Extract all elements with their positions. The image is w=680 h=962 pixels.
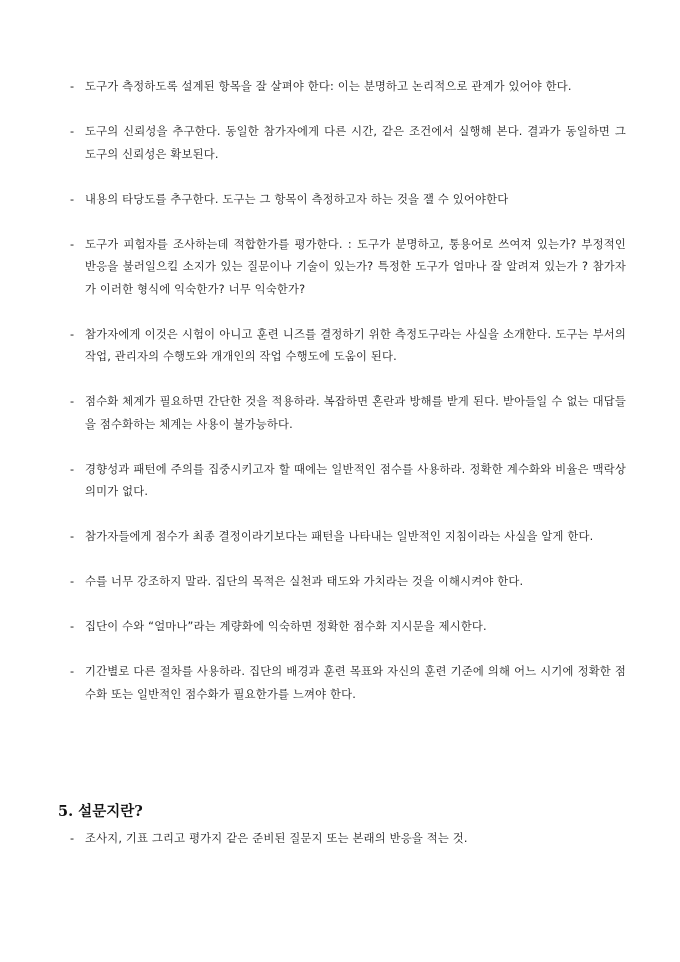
bullet-item-3 [70,189,626,212]
bullet-dash: - [70,462,75,476]
bullet-item-6 [70,391,626,436]
bullet-text: 도구의 신뢰성을 추구한다. 동일한 참가자에게 다른 시간, 같은 조건에서 실행해 본다. 결과가 동일하면 그 도구의 신뢰성은 확보된다. [85,125,626,161]
bullet-dash: - [70,575,75,588]
section-body-text: 조사지, 기표 그리고 평가지 같은 준비된 질문지 또는 본래의 반응을 적는 것. [85,832,468,845]
bullet-text: 집단이 수와 “얼마나”라는 계량화에 익숙하면 정확한 점수화 지시문을 제시한다. [85,620,487,633]
bullet-dash: - [70,530,75,543]
bullet-item-9 [70,571,626,594]
bullet-item-10 [70,616,626,639]
bullet-list [70,76,626,729]
bullet-dash: - [70,665,75,678]
bullet-text: 도구가 측정하도록 설계된 항목을 잘 살펴야 한다: 이는 분명하고 논리적으로 관계가 있어야 한다. [85,80,572,93]
bullet-item-5 [70,324,626,369]
bullet-text: 내용의 타당도를 추구한다. 도구는 그 항목이 측정하고자 하는 것을 잴 수 있어야한다 [85,192,509,206]
bullet-item-2 [70,121,626,166]
bullet-item-1 [70,76,626,99]
bullet-text: 점수화 체계가 필요하면 간단한 것을 적용하라. 복잡하면 혼란과 방해를 받게 된다. 받아들일 수 없는 대답들을 점수화하는 체계는 사용이 불가능하다. [85,395,626,431]
section-title: 5. 설문지란? [58,803,143,820]
bullet-dash: - [70,327,75,341]
bullet-dash: - [70,237,75,251]
bullet-text: 참가자에게 이것은 시험이 아니고 훈련 니즈를 결정하기 위한 측정도구라는 사실을 소개한다. 도구는 부서의 작업, 관리자의 수행도와 개개인의 작업 수행도에 도움이 된다. [85,327,626,363]
bullet-item-11 [70,661,626,706]
bullet-item-7 [70,459,626,504]
bullet-item-8 [70,526,626,549]
bullet-dash: - [70,192,75,206]
bullet-text: 수를 너무 강조하지 말라. 집단의 목적은 실천과 태도와 가치라는 것을 이해시켜야 한다. [85,575,524,588]
section-body [70,828,641,851]
bullet-text: 기간별로 다른 절차를 사용하라. 집단의 배경과 훈련 목표와 자신의 훈련 기준에 의해 어느 시기에 정확한 점수화 또는 일반적인 점수화가 필요한가를 느껴야 한다. [85,665,626,701]
bullet-dash: - [70,832,75,845]
bullet-text: 참가자들에게 점수가 최종 결정이라기보다는 패턴을 나타내는 일반적인 지침이라는 사실을 알게 한다. [85,530,594,543]
bullet-item-4 [70,234,626,302]
bullet-dash: - [70,620,75,633]
bullet-text: 경향성과 패턴에 주의를 집중시키고자 할 때에는 일반적인 점수를 사용하라. 정확한 계수화와 비율은 맥락상 의미가 없다. [85,462,626,498]
bullet-dash: - [70,125,75,138]
bullet-dash: - [70,80,75,93]
bullet-dash: - [70,395,75,408]
bullet-text: 도구가 피험자를 조사하는데 적합한가를 평가한다. : 도구가 분명하고, 통용어로 쓰여져 있는가? 부정적인 반응을 불러일으킬 소지가 있는 질문이나 기술이 있는가? 특정한 도구가 얼마나 잘 알려져 있는가 ? 참가자가 이러한 형식에 익숙한가? 너무 익숙한가? [85,237,626,296]
